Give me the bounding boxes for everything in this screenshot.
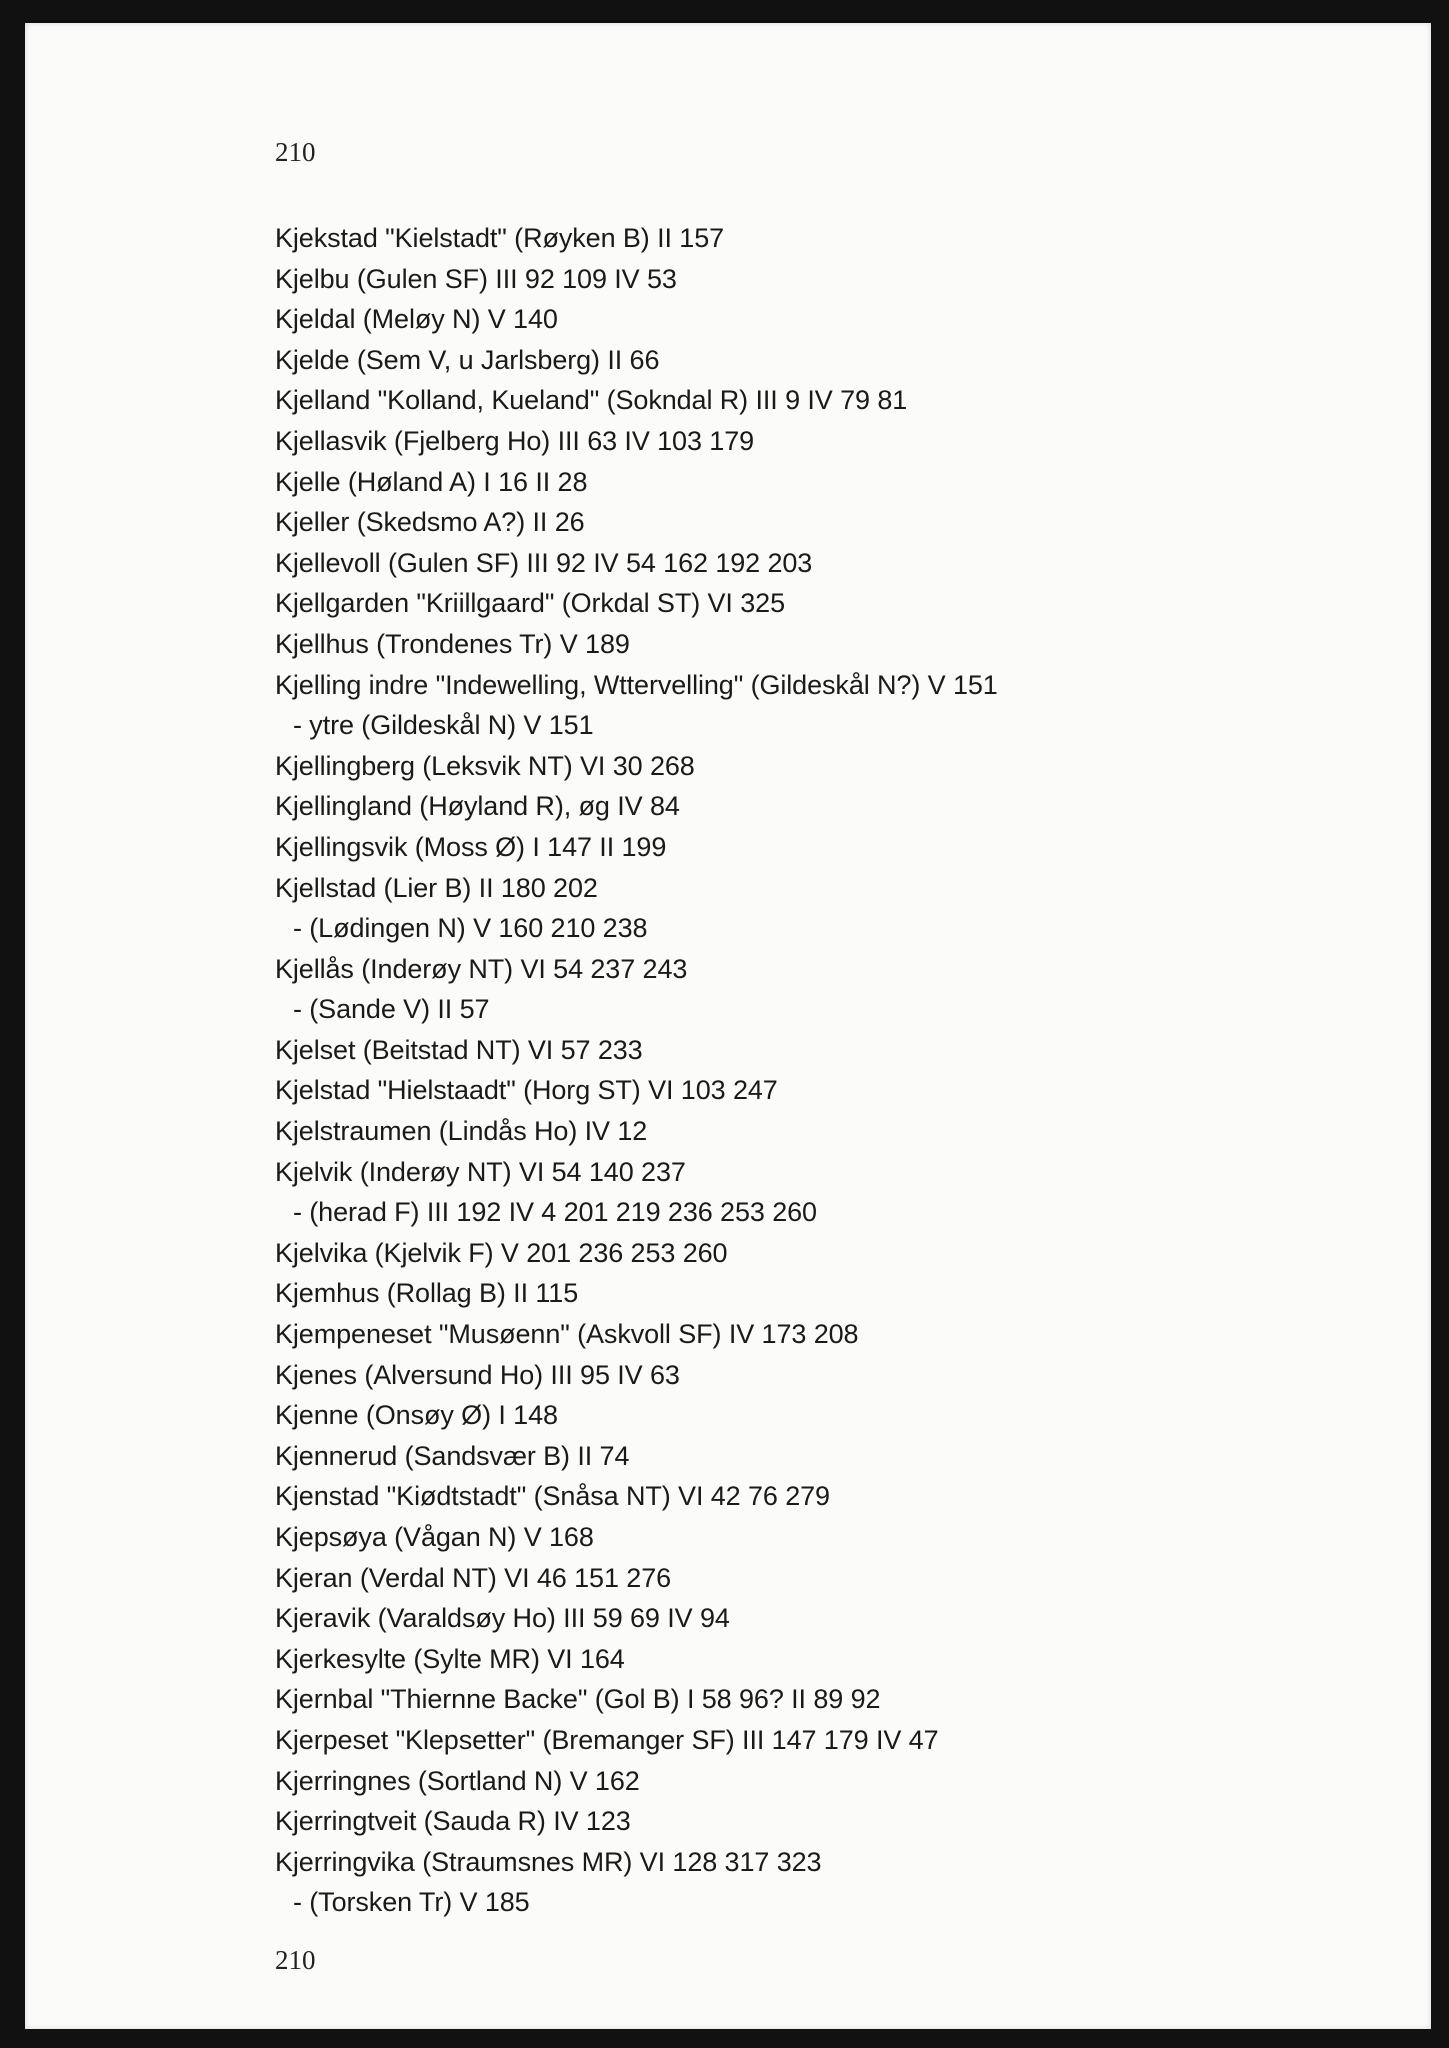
index-entry: Kjeravik (Varaldsøy Ho) III 59 69 IV 94: [275, 1603, 730, 1634]
index-entry-list: [275, 218, 1395, 1923]
index-entry: Kjelstad "Hielstaadt" (Horg ST) VI 103 247: [275, 1075, 778, 1106]
index-entry: Kjemhus (Rollag B) II 115: [275, 1278, 579, 1309]
index-entry: Kjernbal "Thiernne Backe" (Gol B) I 58 96? II 89 92: [275, 1684, 881, 1715]
index-entry: Kjerkesylte (Sylte MR) VI 164: [275, 1643, 625, 1674]
index-entry: Kjenes (Alversund Ho) III 95 IV 63: [275, 1359, 680, 1390]
index-subentry: - ytre (Gildeskål N) V 151: [293, 710, 594, 741]
index-entry: Kjelvik (Inderøy NT) VI 54 140 237: [275, 1156, 686, 1187]
index-entry: Kjellgarden "Kriillgaard" (Orkdal ST) VI 325: [275, 588, 785, 619]
index-entry: Kjelland "Kolland, Kueland" (Sokndal R) III 9 IV 79 81: [275, 385, 908, 416]
index-entry: Kjeller (Skedsmo A?) II 26: [275, 507, 585, 538]
index-entry: Kjelling indre "Indewelling, Wttervelling" (Gildeskål N?) V 151: [275, 669, 998, 700]
index-entry: Kjerringnes (Sortland N) V 162: [275, 1765, 640, 1796]
index-entry: Kjelde (Sem V, u Jarlsberg) II 66: [275, 344, 660, 375]
index-entry: Kjempeneset "Musøenn" (Askvoll SF) IV 173 208: [275, 1319, 859, 1350]
page-number-bottom: 210: [275, 1945, 316, 1975]
index-entry: Kjerringtveit (Sauda R) IV 123: [275, 1806, 631, 1837]
index-entry: Kjellingberg (Leksvik NT) VI 30 268: [275, 750, 695, 781]
index-entry: Kjerringvika (Straumsnes MR) VI 128 317 323: [275, 1846, 822, 1877]
index-entry: Kjellevoll (Gulen SF) III 92 IV 54 162 192 203: [275, 547, 813, 578]
index-entry: Kjellstad (Lier B) II 180 202: [275, 872, 598, 903]
index-entry: Kjelvika (Kjelvik F) V 201 236 253 260: [275, 1237, 728, 1268]
index-subentry: - (Torsken Tr) V 185: [293, 1887, 530, 1918]
index-entry: Kjelstraumen (Lindås Ho) IV 12: [275, 1116, 648, 1147]
index-entry: Kjellhus (Trondenes Tr) V 189: [275, 628, 630, 659]
index-subentry: - (Sande V) II 57: [293, 994, 490, 1025]
index-entry: Kjennerud (Sandsvær B) II 74: [275, 1440, 630, 1471]
index-entry: Kjeldal (Meløy N) V 140: [275, 304, 558, 335]
page-number-top: 210: [275, 137, 316, 167]
index-entry: Kjenne (Onsøy Ø) I 148: [275, 1400, 558, 1431]
index-entry: Kjelset (Beitstad NT) VI 57 233: [275, 1034, 643, 1065]
index-entry: Kjenstad "Kiødtstadt" (Snåsa NT) VI 42 76 279: [275, 1481, 830, 1512]
index-entry: Kjepsøya (Vågan N) V 168: [275, 1522, 594, 1552]
document-page: [25, 23, 1431, 2029]
index-entry: Kjellås (Inderøy NT) VI 54 237 243: [275, 953, 688, 984]
index-entry: Kjellingsvik (Moss Ø) I 147 II 199: [275, 831, 667, 862]
index-entry: Kjekstad "Kielstadt" (Røyken B) II 157: [275, 223, 725, 253]
index-entry: Kjelle (Høland A) I 16 II 28: [275, 466, 588, 497]
index-entry: Kjelbu (Gulen SF) III 92 109 IV 53: [275, 263, 677, 294]
index-entry: Kjellingland (Høyland R), øg IV 84: [275, 791, 680, 822]
index-subentry: - (herad F) III 192 IV 4 201 219 236 253 260: [293, 1197, 817, 1228]
index-subentry: - (Lødingen N) V 160 210 238: [293, 913, 648, 944]
index-entry: Kjerpeset "Klepsetter" (Bremanger SF) III 147 179 IV 47: [275, 1724, 939, 1755]
index-entry: Kjeran (Verdal NT) VI 46 151 276: [275, 1562, 672, 1593]
index-entry: Kjellasvik (Fjelberg Ho) III 63 IV 103 179: [275, 425, 755, 456]
